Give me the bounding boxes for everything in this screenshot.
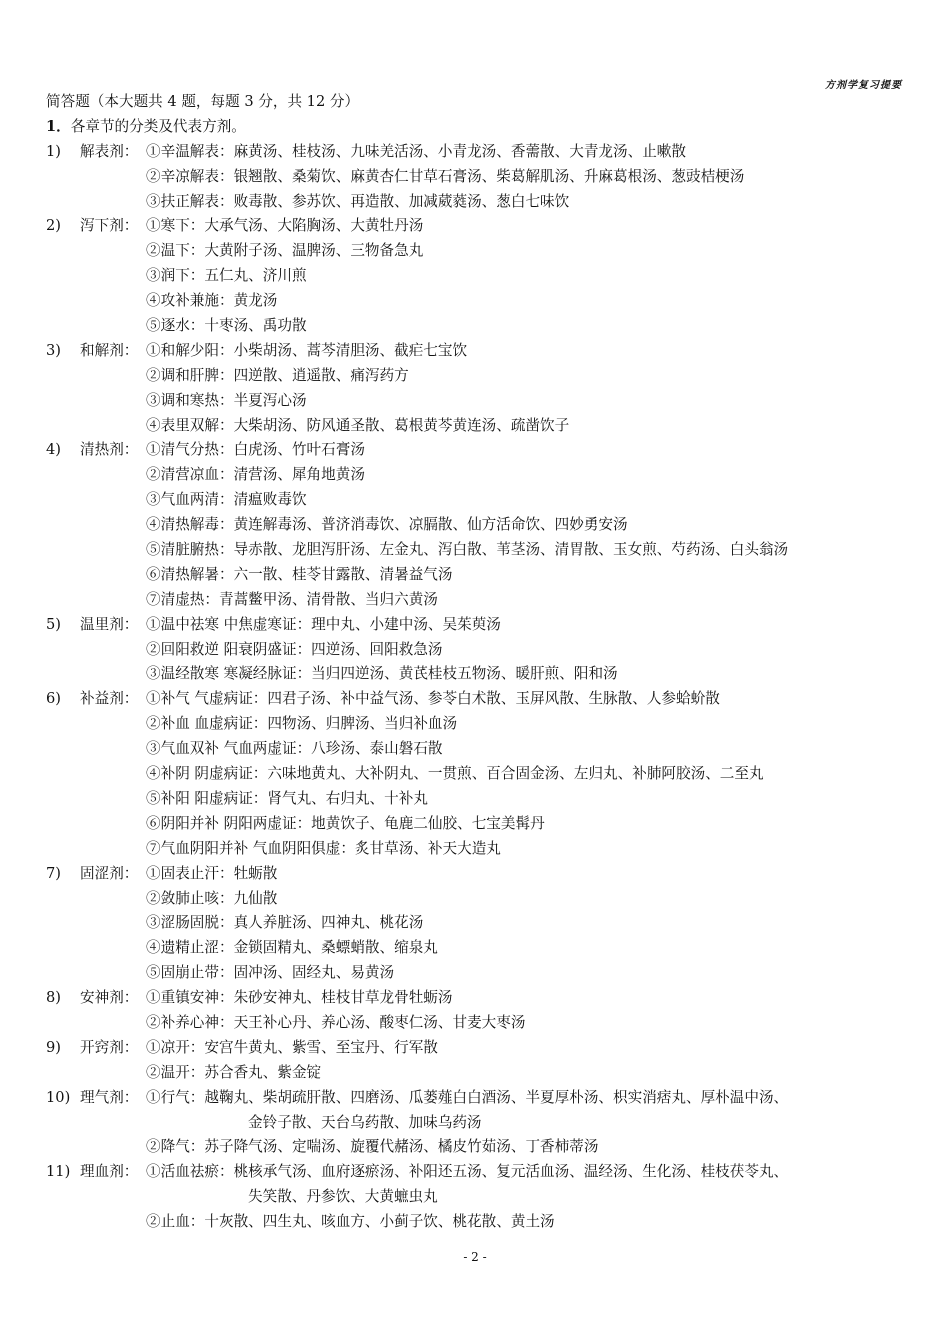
section-line-text: ②止血：十灰散、四生丸、咳血方、小蓟子饮、桃花散、黄土汤: [146, 1213, 555, 1231]
section-continuation-row: [46, 538, 906, 563]
section-continuation-row: [46, 911, 906, 936]
section-title: 简答题（本大题共 4 题，每题 3 分，共 12 分）: [46, 93, 360, 110]
section-continuation-row: [46, 961, 906, 986]
section-continuation-row: [46, 936, 906, 961]
section-line-text: ⑦清虚热：青蒿鳖甲汤、清骨散、当归六黄汤: [146, 590, 438, 608]
section-continuation-row: [46, 190, 906, 215]
section-continuation-row: [46, 1061, 906, 1086]
section-continuation-row: [46, 414, 906, 439]
section-line-text: ②辛凉解表：银翘散、桑菊饮、麻黄杏仁甘草石膏汤、柴葛解肌汤、升麻葛根汤、葱豉桔梗汤: [146, 167, 745, 185]
question-text: 各章节的分类及代表方剂。: [70, 117, 246, 135]
section-name: 开窍剂：: [80, 1038, 139, 1056]
section-line-text: ①和解少阳：小柴胡汤、蒿芩清胆汤、截疟七宝饮: [146, 341, 468, 359]
section-line-text: ①补气 气虚病证：四君子汤、补中益气汤、参苓白术散、玉屏风散、生脉散、人参蛤蚧散: [146, 690, 720, 708]
section-line-text: ⑥阴阳并补 阴阳两虚证：地黄饮子、龟鹿二仙胶、七宝美髯丹: [146, 814, 545, 832]
section-continuation-row: [46, 463, 906, 488]
section-line-text: ①清气分热：白虎汤、竹叶石膏汤: [146, 441, 365, 459]
section-row: [46, 687, 906, 712]
section-row: [46, 1086, 906, 1111]
section-number: 8): [46, 989, 61, 1007]
section-number: 11): [46, 1163, 71, 1181]
section-name: 温里剂：: [80, 615, 139, 633]
section-continuation-row: [46, 364, 906, 389]
section-continuation-row: [46, 1185, 906, 1210]
section-name: 理气剂：: [80, 1088, 139, 1106]
section-number: 5): [46, 615, 61, 633]
section-continuation-row: [46, 588, 906, 613]
section-name: 解表剂：: [80, 142, 139, 160]
section-line-text: ①辛温解表：麻黄汤、桂枝汤、九味羌活汤、小青龙汤、香薷散、大青龙汤、止嗽散: [146, 142, 686, 160]
section-continuation-row: [46, 239, 906, 264]
section-name: 补益剂：: [80, 690, 139, 708]
section-line-text: ③调和寒热：半夏泻心汤: [146, 391, 307, 409]
section-line-text: ③温经散寒 寒凝经脉证：当归四逆汤、黄芪桂枝五物汤、暖肝煎、阳和汤: [146, 665, 618, 683]
section-line-text: ③润下：五仁丸、济川煎: [146, 267, 307, 285]
section-continuation-row: [46, 1011, 906, 1036]
section-continuation-row: [46, 165, 906, 190]
section-line-text: ①重镇安神：朱砂安神丸、桂枝甘草龙骨牡蛎汤: [146, 989, 453, 1007]
section-continuation-row: [46, 737, 906, 762]
section-line-text: 失笑散、丹参饮、大黄蟅虫丸: [248, 1188, 438, 1206]
section-row: [46, 438, 906, 463]
section-line-text: ①温中祛寒 中焦虚寒证：理中丸、小建中汤、吴茱萸汤: [146, 615, 501, 633]
section-name: 安神剂：: [80, 989, 139, 1007]
section-line-text: ③涩肠固脱：真人养脏汤、四神丸、桃花汤: [146, 914, 424, 932]
section-line-text: ④补阴 阴虚病证：六味地黄丸、大补阴丸、一贯煎、百合固金汤、左归丸、补肺阿胶汤、二至丸: [146, 765, 764, 783]
section-line-text: ①寒下：大承气汤、大陷胸汤、大黄牡丹汤: [146, 217, 424, 235]
section-line-text: ④清热解毒：黄连解毒汤、普济消毒饮、凉膈散、仙方活命饮、四妙勇安汤: [146, 516, 628, 534]
section-continuation-row: [46, 488, 906, 513]
section-continuation-row: [46, 662, 906, 687]
section-line-text: ④遗精止涩：金锁固精丸、桑螵蛸散、缩泉丸: [146, 939, 438, 957]
question-number: 1．: [46, 117, 71, 135]
section-row: [46, 862, 906, 887]
section-line-text: ⑤补阳 阳虚病证：肾气丸、右归丸、十补丸: [146, 789, 428, 807]
section-name: 清热剂：: [80, 441, 139, 459]
section-row: [46, 140, 906, 165]
section-row: [46, 339, 906, 364]
section-continuation-row: [46, 712, 906, 737]
section-line-text: 金铃子散、天台乌药散、加味乌药汤: [248, 1113, 482, 1131]
section-row: [46, 613, 906, 638]
section-continuation-row: [46, 762, 906, 787]
section-continuation-row: [46, 787, 906, 812]
section-line-text: ①凉开：安宫牛黄丸、紫雪、至宝丹、行军散: [146, 1038, 438, 1056]
section-number: 3): [46, 341, 61, 359]
section-line-text: ②清营凉血：清营汤、犀角地黄汤: [146, 466, 365, 484]
section-number: 1): [46, 142, 61, 160]
section-row: [46, 1036, 906, 1061]
section-line-text: ②回阳救逆 阳衰阴盛证：四逆汤、回阳救急汤: [146, 640, 443, 658]
section-name: 泻下剂：: [80, 217, 139, 235]
section-name: 固涩剂：: [80, 864, 139, 882]
section-continuation-row: [46, 887, 906, 912]
section-line-text: ②降气：苏子降气汤、定喘汤、旋覆代赭汤、橘皮竹茹汤、丁香柿蒂汤: [146, 1138, 599, 1156]
running-header: 方剂学复习提要: [825, 80, 902, 91]
page-number: - 2 -: [463, 1250, 487, 1264]
section-continuation-row: [46, 837, 906, 862]
section-line-text: ③气血双补 气血两虚证：八珍汤、泰山磐石散: [146, 740, 443, 758]
section-name: 理血剂：: [80, 1163, 139, 1181]
section-line-text: ①活血祛瘀：桃核承气汤、血府逐瘀汤、补阳还五汤、复元活血汤、温经汤、生化汤、桂枝茯苓丸、: [146, 1163, 789, 1181]
section-line-text: ②补血 血虚病证：四物汤、归脾汤、当归补血汤: [146, 715, 458, 733]
section-continuation-row: [46, 812, 906, 837]
section-row: [46, 214, 906, 239]
section-continuation-row: [46, 389, 906, 414]
section-continuation-row: [46, 289, 906, 314]
question-1: [46, 115, 906, 140]
section-continuation-row: [46, 638, 906, 663]
section-line-text: ②温下：大黄附子汤、温脾汤、三物备急丸: [146, 242, 424, 260]
section-line-text: ②调和肝脾：四逆散、逍遥散、痛泻药方: [146, 366, 409, 384]
section-continuation-row: [46, 314, 906, 339]
section-line-text: ④表里双解：大柴胡汤、防风通圣散、葛根黄芩黄连汤、疏凿饮子: [146, 416, 570, 434]
section-number: 9): [46, 1038, 61, 1056]
section-line-text: ⑦气血阴阳并补 气血阴阳俱虚：炙甘草汤、补天大造丸: [146, 839, 501, 857]
section-number: 6): [46, 690, 61, 708]
document-body: [46, 90, 906, 1235]
section-line-text: ④攻补兼施：黄龙汤: [146, 292, 278, 310]
section-line-text: ⑤固崩止带：固冲汤、固经丸、易黄汤: [146, 964, 395, 982]
section-line-text: ①行气：越鞠丸、柴胡疏肝散、四磨汤、瓜蒌薤白白酒汤、半夏厚朴汤、枳实消痞丸、厚朴温中汤、: [146, 1088, 789, 1106]
section-list: [46, 140, 906, 1235]
section-line-text: ⑤清脏腑热：导赤散、龙胆泻肝汤、左金丸、泻白散、苇茎汤、清胃散、玉女煎、芍药汤、白头翁汤: [146, 541, 789, 559]
section-number: 7): [46, 864, 61, 882]
section-continuation-row: [46, 563, 906, 588]
section-line-text: ②补养心神：天王补心丹、养心汤、酸枣仁汤、甘麦大枣汤: [146, 1013, 526, 1031]
section-continuation-row: [46, 513, 906, 538]
section-continuation-row: [46, 1135, 906, 1160]
section-name: 和解剂：: [80, 341, 139, 359]
section-line-text: ③气血两清：清瘟败毒饮: [146, 491, 307, 509]
section-line-text: ⑤逐水：十枣汤、禹功散: [146, 317, 307, 335]
section-number: 10): [46, 1088, 71, 1106]
section-line-text: ①固表止汗：牡蛎散: [146, 864, 278, 882]
section-number: 4): [46, 441, 61, 459]
section-line-text: ②敛肺止咳：九仙散: [146, 889, 278, 907]
section-row: [46, 1160, 906, 1185]
section-line-text: ⑥清热解暑：六一散、桂苓甘露散、清暑益气汤: [146, 565, 453, 583]
section-line-text: ②温开：苏合香丸、紫金锭: [146, 1063, 322, 1081]
section-continuation-row: [46, 1111, 906, 1136]
section-continuation-row: [46, 1210, 906, 1235]
section-line-text: ③扶正解表：败毒散、参苏饮、再造散、加减葳蕤汤、葱白七味饮: [146, 192, 570, 210]
section-number: 2): [46, 217, 61, 235]
section-continuation-row: [46, 264, 906, 289]
section-row: [46, 986, 906, 1011]
